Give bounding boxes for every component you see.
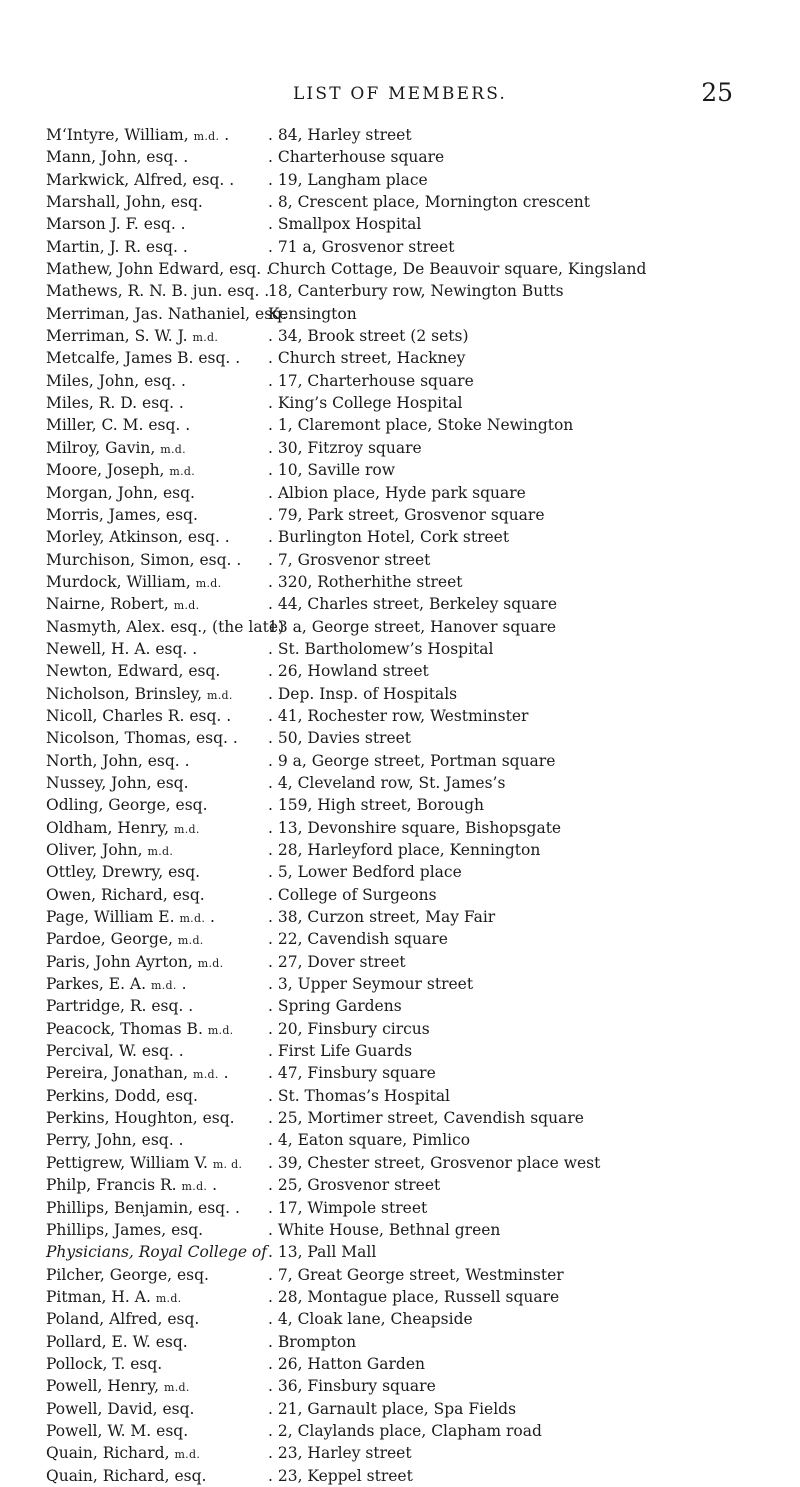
member-address: . 7, Grosvenor street bbox=[268, 550, 431, 569]
member-degree: m.d. bbox=[197, 956, 224, 970]
member-address: . 27, Dover street bbox=[268, 952, 406, 971]
member-name-text: Nicolson, Thomas, esq. . bbox=[46, 729, 238, 748]
member-name-text: Parkes, E. A. bbox=[46, 975, 151, 994]
member-name bbox=[46, 191, 203, 213]
member-row bbox=[0, 794, 800, 816]
member-row bbox=[0, 861, 800, 883]
member-name-text: Nussey, John, esq. bbox=[46, 773, 189, 792]
member-name-text: North, John, esq. . bbox=[46, 751, 190, 770]
member-name-text: Murdock, William, bbox=[46, 572, 196, 591]
member-row bbox=[0, 1129, 800, 1151]
member-row bbox=[0, 1398, 800, 1420]
member-name-text: Odling, George, esq. bbox=[46, 796, 208, 815]
member-degree: m.d. bbox=[207, 1023, 234, 1037]
member-name-text: Powell, David, esq. bbox=[46, 1399, 195, 1418]
member-address: . 13, Devonshire square, Bishopsgate bbox=[268, 818, 562, 837]
member-name-text: Pettigrew, William V. bbox=[46, 1153, 213, 1172]
member-name bbox=[46, 280, 269, 302]
member-name bbox=[46, 1331, 188, 1353]
member-row bbox=[0, 526, 800, 548]
member-address: . College of Surgeons bbox=[268, 885, 437, 904]
member-name bbox=[46, 705, 231, 727]
member-degree: m.d. bbox=[181, 1180, 208, 1194]
member-row bbox=[0, 951, 800, 973]
member-row bbox=[0, 1308, 800, 1330]
member-name-text: Miles, John, esq. . bbox=[46, 371, 186, 390]
member-name bbox=[46, 839, 173, 863]
member-name bbox=[46, 861, 200, 883]
member-address: . Dep. Insp. of Hospitals bbox=[268, 684, 458, 703]
member-name bbox=[46, 1062, 229, 1086]
member-row bbox=[0, 1152, 800, 1174]
member-row bbox=[0, 1264, 800, 1286]
member-name-text: Poland, Alfred, esq. bbox=[46, 1310, 200, 1329]
member-name-text: Page, William E. bbox=[46, 908, 180, 927]
member-degree: m.d. bbox=[169, 465, 196, 479]
member-name-text: M‘Intyre, William, bbox=[46, 126, 194, 144]
member-name-text: Paris, John Ayrton, bbox=[46, 952, 198, 971]
member-row bbox=[0, 1062, 800, 1084]
member-row bbox=[0, 236, 800, 258]
member-name-text: Mann, John, esq. . bbox=[46, 148, 189, 167]
member-row bbox=[0, 124, 800, 146]
member-row bbox=[0, 1219, 800, 1241]
member-name bbox=[46, 1107, 235, 1129]
member-name-text: Mathew, John Edward, esq. . bbox=[46, 260, 271, 279]
member-address: . 26, Howland street bbox=[268, 662, 429, 681]
member-address: . 71 a, Grosvenor street bbox=[268, 237, 455, 256]
member-name bbox=[46, 772, 189, 794]
member-row bbox=[0, 169, 800, 191]
page-number: 25 bbox=[701, 78, 733, 107]
member-name-text: Pitman, H. A. bbox=[46, 1287, 156, 1306]
member-name-text: Physicians, Royal College of bbox=[46, 1243, 268, 1262]
member-address: . 159, High street, Borough bbox=[268, 796, 484, 815]
member-row bbox=[0, 1375, 800, 1397]
member-row bbox=[0, 482, 800, 504]
member-name bbox=[46, 549, 241, 571]
member-address: . 3, Upper Seymour street bbox=[268, 975, 474, 994]
member-address: . St. Thomas’s Hospital bbox=[268, 1086, 451, 1105]
member-name bbox=[46, 995, 193, 1017]
member-address: . 22, Cavendish square bbox=[268, 930, 448, 949]
member-name bbox=[46, 683, 233, 707]
member-row bbox=[0, 1442, 800, 1464]
member-name-text: Owen, Richard, esq. bbox=[46, 885, 205, 904]
member-name bbox=[46, 1353, 162, 1375]
member-address: . 44, Charles street, Berkeley square bbox=[268, 595, 557, 614]
member-address: . 25, Mortimer street, Cavendish square bbox=[268, 1109, 584, 1128]
member-name-text: Phillips, James, esq. bbox=[46, 1220, 204, 1239]
member-address: . St. Bartholomew’s Hospital bbox=[268, 639, 494, 658]
member-degree: m.d. bbox=[193, 130, 220, 143]
member-row bbox=[0, 1241, 800, 1263]
member-name bbox=[46, 1174, 217, 1198]
member-name-text: Martin, J. R. esq. . bbox=[46, 237, 188, 256]
member-name bbox=[46, 951, 223, 975]
member-name-text: Partridge, R. esq. . bbox=[46, 997, 194, 1016]
member-name bbox=[46, 459, 195, 483]
member-name-text: Newell, H. A. esq. . bbox=[46, 639, 198, 658]
member-name bbox=[46, 169, 234, 191]
member-address: . Brompton bbox=[268, 1332, 357, 1351]
member-name bbox=[46, 370, 186, 392]
member-name-text: Merriman, S. W. J. bbox=[46, 327, 193, 346]
member-address: . 4, Cloak lane, Cheapside bbox=[268, 1310, 473, 1329]
member-address: . 2, Claylands place, Clapham road bbox=[268, 1421, 542, 1440]
member-name bbox=[46, 973, 187, 997]
member-address: . 4, Eaton square, Pimlico bbox=[268, 1131, 471, 1150]
member-name-text: Nairne, Robert, bbox=[46, 595, 174, 614]
member-degree: m.d. bbox=[179, 912, 206, 926]
member-name bbox=[46, 347, 240, 369]
member-address: . 36, Finsbury square bbox=[268, 1377, 436, 1396]
member-name-text: Moore, Joseph, bbox=[46, 461, 170, 480]
member-degree: m.d. bbox=[147, 845, 174, 858]
member-address: . 38, Curzon street, May Fair bbox=[268, 908, 496, 927]
member-name-text: Pollock, T. esq. bbox=[46, 1354, 163, 1373]
member-address: 13 a, George street, Hanover square bbox=[268, 617, 557, 636]
member-row bbox=[0, 303, 800, 325]
member-degree: m.d. bbox=[160, 442, 186, 456]
member-address: . 17, Charterhouse square bbox=[268, 371, 474, 390]
member-name bbox=[46, 482, 195, 504]
member-name bbox=[46, 817, 200, 841]
member-address: . 19, Langham place bbox=[268, 170, 428, 189]
member-address: . 7, Great George street, Westminster bbox=[268, 1265, 564, 1284]
member-row bbox=[0, 414, 800, 436]
member-degree: m.d. bbox=[193, 1068, 219, 1082]
member-address: 18, Canterbury row, Newington Butts bbox=[268, 282, 564, 301]
member-name bbox=[46, 593, 199, 617]
member-row bbox=[0, 1331, 800, 1353]
member-name bbox=[46, 146, 188, 168]
member-name bbox=[46, 1465, 206, 1487]
member-row bbox=[0, 1465, 800, 1487]
member-degree: m.d. bbox=[192, 331, 219, 345]
member-name-text: Pollard, E. W. esq. bbox=[46, 1332, 188, 1351]
member-name bbox=[46, 213, 186, 235]
member-name bbox=[46, 928, 204, 952]
member-name-text: Percival, W. esq. . bbox=[46, 1042, 184, 1061]
member-degree: m.d. bbox=[174, 822, 200, 836]
member-name-text: Oliver, John, bbox=[46, 841, 148, 859]
member-name bbox=[46, 1375, 190, 1399]
member-row bbox=[0, 817, 800, 839]
member-name-text: Ottley, Drewry, esq. bbox=[46, 863, 201, 882]
member-name-text: Newton, Edward, esq. bbox=[46, 662, 221, 681]
member-name bbox=[46, 526, 230, 548]
member-address: . 34, Brook street (2 sets) bbox=[268, 327, 469, 346]
member-row bbox=[0, 549, 800, 571]
member-address: . 84, Harley street bbox=[268, 126, 412, 144]
member-row bbox=[0, 1018, 800, 1040]
member-name-text: Powell, W. M. esq. bbox=[46, 1421, 189, 1440]
member-degree: m.d. bbox=[155, 1291, 182, 1305]
member-name-text: Pilcher, George, esq. bbox=[46, 1265, 209, 1284]
member-address: Kensington bbox=[268, 304, 357, 323]
member-row bbox=[0, 504, 800, 526]
member-row bbox=[0, 616, 800, 638]
member-list bbox=[0, 124, 800, 1487]
member-row bbox=[0, 437, 800, 459]
member-row bbox=[0, 1286, 800, 1308]
member-name bbox=[46, 236, 188, 258]
member-address: . First Life Guards bbox=[268, 1042, 413, 1061]
member-address: . Charterhouse square bbox=[268, 148, 445, 167]
member-name bbox=[46, 750, 190, 772]
member-address: . 13, Pall Mall bbox=[268, 1243, 377, 1262]
member-name bbox=[46, 1085, 198, 1107]
member-name-text: Perkins, Houghton, esq. bbox=[46, 1109, 235, 1128]
member-name-text: Metcalfe, James B. esq. . bbox=[46, 349, 241, 368]
member-name bbox=[46, 1286, 181, 1310]
member-row bbox=[0, 750, 800, 772]
member-address: . 30, Fitzroy square bbox=[268, 438, 422, 457]
member-name bbox=[46, 1264, 209, 1286]
member-name bbox=[46, 414, 190, 436]
member-row bbox=[0, 325, 800, 347]
member-row bbox=[0, 1040, 800, 1062]
member-name-text: Morgan, John, esq. bbox=[46, 483, 195, 502]
member-name-text: Miles, R. D. esq. . bbox=[46, 394, 184, 413]
member-name-text: Murchison, Simon, esq. . bbox=[46, 550, 242, 569]
member-name-text: Quain, Richard, bbox=[46, 1444, 175, 1463]
member-address: . 320, Rotherhithe street bbox=[268, 572, 463, 591]
member-name bbox=[46, 124, 229, 148]
member-row bbox=[0, 258, 800, 280]
member-address: . 23, Keppel street bbox=[268, 1466, 413, 1485]
member-address: . Smallpox Hospital bbox=[268, 215, 422, 234]
member-degree: m.d. bbox=[206, 688, 233, 702]
member-name-text: Oldham, Henry, bbox=[46, 818, 174, 837]
member-name-text: Perry, John, esq. . bbox=[46, 1131, 184, 1150]
member-name bbox=[46, 794, 208, 816]
member-row bbox=[0, 683, 800, 705]
member-name-text: Quain, Richard, esq. bbox=[46, 1466, 207, 1485]
leader-dots: . bbox=[205, 908, 215, 927]
member-name-text: Marshall, John, esq. bbox=[46, 193, 203, 212]
member-address: . 26, Hatton Garden bbox=[268, 1354, 425, 1373]
member-address: . 50, Davies street bbox=[268, 729, 412, 748]
member-address: . 79, Park street, Grosvenor square bbox=[268, 505, 545, 524]
member-degree: m.d. bbox=[163, 1381, 190, 1395]
member-row bbox=[0, 392, 800, 414]
leader-dots: . bbox=[176, 975, 187, 994]
member-name-text: Perkins, Dodd, esq. bbox=[46, 1086, 198, 1105]
member-address: . 8, Crescent place, Mornington crescent bbox=[268, 193, 590, 212]
member-address: . 28, Montague place, Russell square bbox=[268, 1287, 560, 1306]
member-row bbox=[0, 1085, 800, 1107]
member-address: . Burlington Hotel, Cork street bbox=[268, 528, 510, 547]
member-name bbox=[46, 504, 198, 526]
leader-dots: . bbox=[219, 126, 230, 144]
member-name bbox=[46, 616, 284, 638]
member-name bbox=[46, 638, 197, 660]
member-name bbox=[46, 1308, 199, 1330]
member-address: . 21, Garnault place, Spa Fields bbox=[268, 1399, 517, 1418]
member-name-text: Merriman, Jas. Nathaniel, esq. bbox=[46, 304, 288, 323]
member-name-text: Pereira, Jonathan, bbox=[46, 1064, 194, 1083]
member-address: . 28, Harleyford place, Kennington bbox=[268, 841, 541, 859]
member-name-text: Phillips, Benjamin, esq. . bbox=[46, 1198, 240, 1217]
member-address: . 41, Rochester row, Westminster bbox=[268, 706, 529, 725]
member-row bbox=[0, 146, 800, 168]
member-row bbox=[0, 928, 800, 950]
member-name bbox=[46, 1420, 188, 1442]
member-degree: m. d. bbox=[212, 1157, 243, 1171]
member-address: . 47, Finsbury square bbox=[268, 1064, 436, 1083]
member-address: . 4, Cleveland row, St. James’s bbox=[268, 773, 506, 792]
member-name bbox=[46, 258, 271, 280]
member-row bbox=[0, 884, 800, 906]
running-title: LIST OF MEMBERS. bbox=[292, 84, 508, 104]
member-row bbox=[0, 839, 800, 861]
member-degree: m.d. bbox=[195, 576, 222, 590]
member-row bbox=[0, 906, 800, 928]
member-row bbox=[0, 1174, 800, 1196]
member-name bbox=[46, 1442, 200, 1466]
member-address: . 9 a, George street, Portman square bbox=[268, 751, 556, 770]
member-name-text: Markwick, Alfred, esq. . bbox=[46, 170, 235, 189]
member-name bbox=[46, 1197, 240, 1219]
member-degree: m.d. bbox=[174, 1448, 201, 1462]
member-row bbox=[0, 1197, 800, 1219]
member-name bbox=[46, 392, 184, 414]
member-row bbox=[0, 571, 800, 593]
member-row bbox=[0, 1420, 800, 1442]
member-address: . 20, Finsbury circus bbox=[268, 1019, 430, 1038]
member-address: . Albion place, Hyde park square bbox=[268, 483, 526, 502]
member-name bbox=[46, 1129, 183, 1151]
member-degree: m.d. bbox=[173, 599, 200, 613]
member-address: . 10, Saville row bbox=[268, 461, 396, 480]
member-address: Church Cottage, De Beauvoir square, Kingsland bbox=[268, 260, 647, 279]
member-name-text: Philp, Francis R. bbox=[46, 1176, 182, 1195]
member-name bbox=[46, 571, 221, 595]
member-name-text: Nasmyth, Alex. esq., (the late) bbox=[46, 617, 285, 636]
member-address: . King’s College Hospital bbox=[268, 394, 463, 413]
leader-dots: . bbox=[218, 1064, 229, 1083]
member-address: . 25, Grosvenor street bbox=[268, 1176, 441, 1195]
member-address: . Spring Gardens bbox=[268, 997, 402, 1016]
member-row bbox=[0, 772, 800, 794]
member-address: . White House, Bethnal green bbox=[268, 1220, 501, 1239]
leader-dots: . bbox=[207, 1176, 218, 1195]
member-row bbox=[0, 213, 800, 235]
member-degree: m.d. bbox=[150, 979, 177, 993]
member-row bbox=[0, 660, 800, 682]
member-name bbox=[46, 1219, 203, 1241]
member-degree: m.d. bbox=[177, 934, 204, 948]
member-name bbox=[46, 884, 205, 906]
member-row bbox=[0, 973, 800, 995]
member-row bbox=[0, 995, 800, 1017]
member-name bbox=[46, 906, 215, 930]
member-name-text: Morris, James, esq. bbox=[46, 505, 198, 524]
member-address: . 5, Lower Bedford place bbox=[268, 863, 462, 882]
member-name bbox=[46, 1241, 267, 1263]
member-row bbox=[0, 347, 800, 369]
member-row bbox=[0, 705, 800, 727]
page-header bbox=[0, 76, 800, 116]
member-name-text: Milroy, Gavin, bbox=[46, 438, 161, 457]
member-name bbox=[46, 1040, 184, 1062]
member-row bbox=[0, 727, 800, 749]
member-address: . 1, Claremont place, Stoke Newington bbox=[268, 416, 574, 435]
member-row bbox=[0, 593, 800, 615]
member-name bbox=[46, 437, 186, 461]
member-row bbox=[0, 638, 800, 660]
member-name-text: Miller, C. M. esq. . bbox=[46, 416, 191, 435]
member-name-text: Nicholson, Brinsley, bbox=[46, 684, 207, 703]
member-row bbox=[0, 1353, 800, 1375]
member-name-text: Marson J. F. esq. . bbox=[46, 215, 186, 234]
member-row bbox=[0, 459, 800, 481]
member-row bbox=[0, 191, 800, 213]
member-name-text: Powell, Henry, bbox=[46, 1377, 164, 1396]
member-row bbox=[0, 370, 800, 392]
member-address: . 17, Wimpole street bbox=[268, 1198, 428, 1217]
member-name bbox=[46, 727, 238, 749]
member-name bbox=[46, 1398, 194, 1420]
member-name-text: Nicoll, Charles R. esq. . bbox=[46, 706, 232, 725]
member-address: . 39, Chester street, Grosvenor place west bbox=[268, 1153, 601, 1172]
member-address: . 23, Harley street bbox=[268, 1444, 412, 1463]
member-name bbox=[46, 303, 287, 325]
member-name bbox=[46, 325, 218, 349]
member-name-text: Mathews, R. N. B. jun. esq. . bbox=[46, 282, 270, 301]
member-name bbox=[46, 1018, 233, 1042]
member-name-text: Morley, Atkinson, esq. . bbox=[46, 528, 230, 547]
member-name bbox=[46, 660, 220, 682]
member-name-text: Pardoe, George, bbox=[46, 930, 178, 949]
member-address: . Church street, Hackney bbox=[268, 349, 466, 368]
member-name bbox=[46, 1152, 242, 1176]
member-name-text: Peacock, Thomas B. bbox=[46, 1019, 208, 1038]
member-row bbox=[0, 280, 800, 302]
member-row bbox=[0, 1107, 800, 1129]
